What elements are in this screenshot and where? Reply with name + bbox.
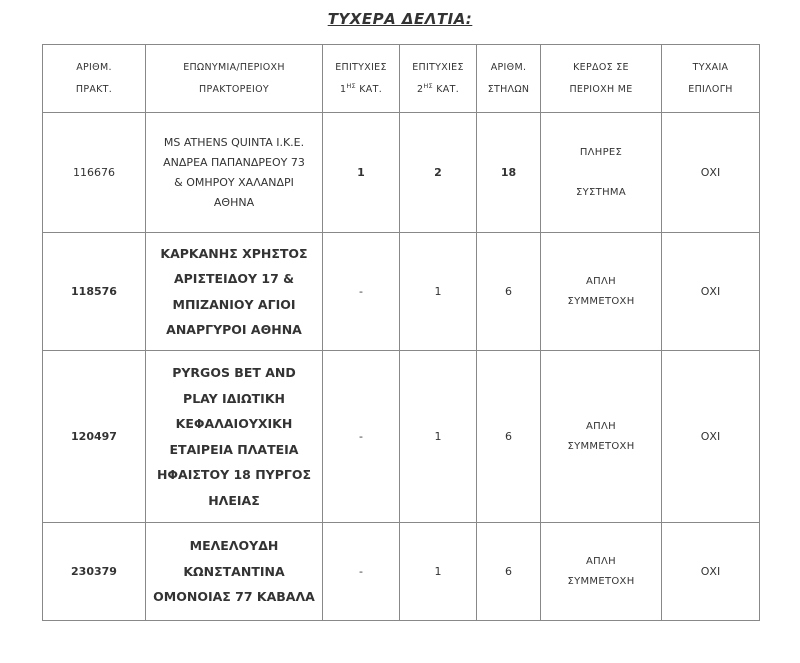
table-header-row (43, 45, 760, 113)
header-wins-category-2: ΕΠΙΤΥΧΙΕΣ $2^{H\Sigma}$ ΚΑΤ. (400, 45, 477, 113)
header-agency-name: ΕΠΩΝΥΜΙΑ/ΠΕΡΙΟΧΗ ΠΡΑΚΤΟΡΕΙΟΥ (146, 45, 323, 113)
header-columns-number: ΑΡΙΘΜ. ΣΤΗΛΩΝ (477, 45, 541, 113)
table-row (43, 113, 760, 233)
lucky-tickets-table (42, 44, 760, 621)
columns-cell: 6 (477, 233, 541, 351)
table-row (43, 233, 760, 351)
page-title-container (0, 9, 800, 28)
agency-name-cell: MS ATHENS QUINTA I.K.E. ΑΝΔΡΕΑ ΠΑΠΑΝΔΡΕΟΥ 73 & ΟΜΗΡΟΥ ΧΑΛΑΝΔΡΙ ΑΘΗΝΑ (146, 113, 323, 233)
random-pick-cell: ΟΧΙ (662, 523, 760, 621)
win-type-cell: ΑΠΛΗ ΣΥΜΜΕΤΟΧΗ (541, 233, 662, 351)
agency-name-cell: ΚΑΡΚΑΝΗΣ ΧΡΗΣΤΟΣ ΑΡΙΣΤΕΙΔΟΥ 17 & ΜΠΙΖΑΝΙΟΥ ΑΓΙΟΙ ΑΝΑΡΓΥΡΟΙ ΑΘΗΝΑ (146, 233, 323, 351)
wins-cat2-cell: 2 (400, 113, 477, 233)
random-pick-cell: ΟΧΙ (662, 351, 760, 523)
columns-cell: 6 (477, 351, 541, 523)
table-row (43, 351, 760, 523)
columns-cell: 18 (477, 113, 541, 233)
random-pick-cell: ΟΧΙ (662, 233, 760, 351)
agency-number-cell: 116676 (43, 113, 146, 233)
table-row (43, 523, 760, 621)
win-type-cell: ΑΠΛΗ ΣΥΜΜΕΤΟΧΗ (541, 523, 662, 621)
agency-number-cell: 120497 (43, 351, 146, 523)
wins-cat1-cell: - (323, 233, 400, 351)
wins-cat2-cell: 1 (400, 351, 477, 523)
win-type-cell: ΠΛΗΡΕΣ ΣΥΣΤΗΜΑ (541, 113, 662, 233)
wins-cat2-cell: 1 (400, 523, 477, 621)
wins-cat1-cell: - (323, 523, 400, 621)
header-wins-category-1: ΕΠΙΤΥΧΙΕΣ $1^{H\Sigma}$ ΚΑΤ. (323, 45, 400, 113)
agency-name-cell: PYRGOS BET AND PLAY ΙΔΙΩΤΙΚΗ ΚΕΦΑΛΑΙΟΥΧΙΚΗ ΕΤΑΙΡΕΙΑ ΠΛΑΤΕΙΑ ΗΦΑΙΣΤΟΥ 18 ΠΥΡΓΟΣ ΗΛΕΙΑΣ (146, 351, 323, 523)
header-agency-number: ΑΡΙΘΜ. ΠΡΑΚΤ. (43, 45, 146, 113)
wins-cat1-cell: 1 (323, 113, 400, 233)
agency-number-cell: 118576 (43, 233, 146, 351)
header-win-type: ΚΕΡΔΟΣ ΣΕ ΠΕΡΙΟΧΗ ΜΕ (541, 45, 662, 113)
agency-number-cell: 230379 (43, 523, 146, 621)
page-title: ΤΥΧΕΡΑ ΔΕΛΤΙΑ: (327, 10, 473, 28)
header-random-pick: ΤΥΧΑΙΑ ΕΠΙΛΟΓΗ (662, 45, 760, 113)
wins-cat2-cell: 1 (400, 233, 477, 351)
columns-cell: 6 (477, 523, 541, 621)
random-pick-cell: ΟΧΙ (662, 113, 760, 233)
agency-name-cell: ΜΕΛΕΛΟΥΔΗ ΚΩΝΣΤΑΝΤΙΝΑ ΟΜΟΝΟΙΑΣ 77 ΚΑΒΑΛΑ (146, 523, 323, 621)
win-type-cell: ΑΠΛΗ ΣΥΜΜΕΤΟΧΗ (541, 351, 662, 523)
wins-cat1-cell: - (323, 351, 400, 523)
